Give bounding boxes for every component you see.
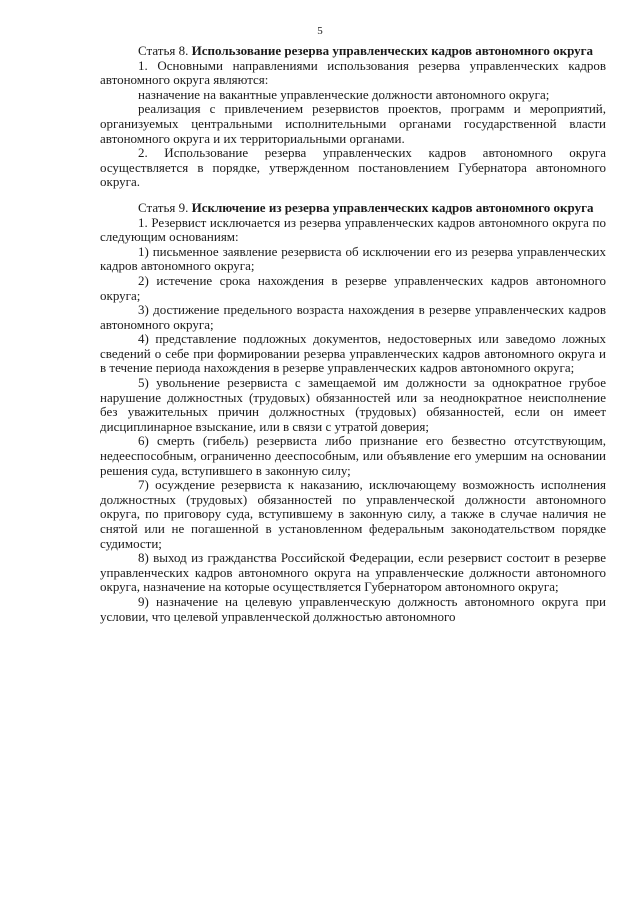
article-title: Использование резерва управленческих кадров автономного округа	[191, 43, 594, 58]
paragraph: реализация с привлечением резервистов проектов, программ и мероприятий, организуемых центральными исполнительными органами государственной власти автономного округа и их территориальными органами.	[100, 101, 606, 146]
list-item: 2) истечение срока нахождения в резерве управленческих кадров автономного округа;	[100, 272, 606, 303]
list-item: 1) письменное заявление резервиста об исключении его из резерва управленческих кадров автономного округа;	[100, 243, 606, 274]
list-item: 4) представление подложных документов, недостоверных или заведомо ложных сведений о себе при формировании резерва управленческих кадров автономного округа и в течение периода нахождения в резерве управленческих кадров автономного округа;	[100, 331, 606, 376]
page-number: 5	[317, 25, 323, 37]
article-8	[100, 44, 606, 190]
list-item: 7) осуждение резервиста к наказанию, исключающему возможность исполнения должностных (трудовых) обязанностей по управленческой должности автономного округа, по приговору суда, вступившему в законную силу, а также в случае наличия не снятой или не погашенной в установленном федеральным законодательством порядке судимости;	[100, 477, 606, 551]
paragraph: 1. Резервист исключается из резерва управленческих кадров автономного округа по следующим основаниям:	[100, 214, 606, 245]
article-label: Статья 8.	[138, 43, 189, 58]
article-heading	[100, 201, 606, 216]
list-item: 8) выход из гражданства Российской Федерации, если резервист состоит в резерве управленческих кадров автономного округа на управленческие должности автономного округа, назначение на которые осуществляется Губернатором автономного округа;	[100, 550, 606, 595]
list-item: 6) смерть (гибель) резервиста либо признание его безвестно отсутствующим, недееспособным, ограниченно дееспособным, или объявление его умершим на основании решения суда, вступившего в законную силу;	[100, 433, 606, 478]
paragraph: назначение на вакантные управленческие должности автономного округа;	[138, 86, 550, 102]
article-label: Статья 9.	[138, 199, 189, 215]
document-body	[100, 44, 606, 624]
list-item: 3) достижение предельного возраста нахождения в резерве управленческих кадров автономного округа;	[100, 302, 606, 332]
article-heading	[100, 44, 606, 59]
article-title: Исключение из резерва управленческих кадров автономного округа	[191, 199, 594, 215]
paragraph: 2. Использование резерва управленческих кадров автономного округа осуществляется в порядке, утвержденном постановлением Губернатора автономного округа.	[100, 145, 606, 190]
paragraph: 1. Основными направлениями использования резерва управленческих кадров автономного округа являются:	[100, 57, 606, 88]
list-item: 9) назначение на целевую управленческую должность автономного округа при условии, что целевой управленческой должностью автономного	[100, 593, 606, 624]
list-item: 5) увольнение резервиста с замещаемой им должности за однократное грубое нарушение должностных (трудовых) обязанностей или за неоднократное неисполнение без уважительных причин должностных (трудовых) обязанностей, если он имеет дисциплинарное взыскание, или в связи с утратой доверия;	[100, 375, 606, 434]
article-9	[100, 201, 606, 624]
